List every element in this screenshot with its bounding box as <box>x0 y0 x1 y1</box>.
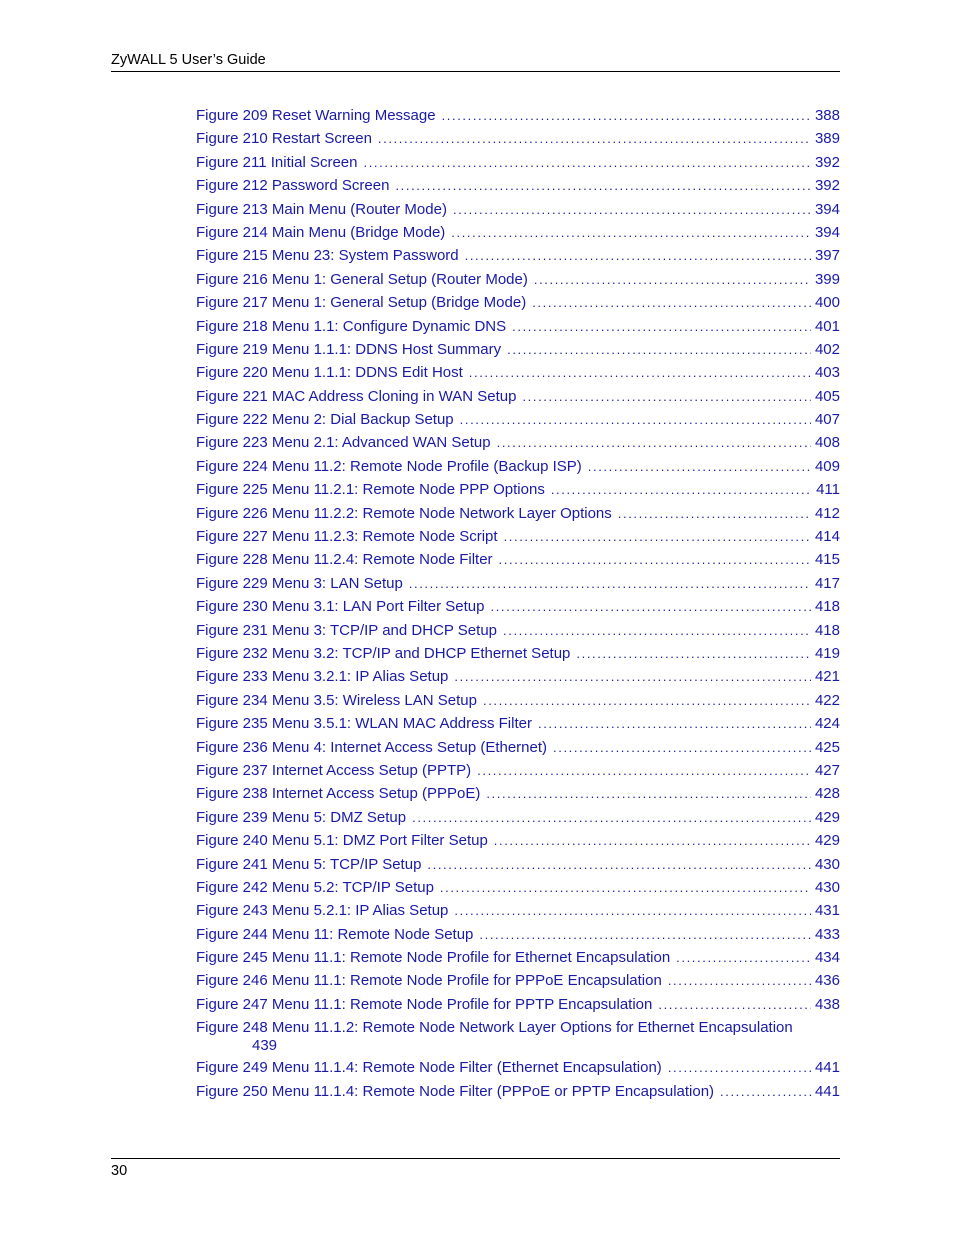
toc-row <box>196 809 840 832</box>
toc-row <box>196 996 840 1019</box>
toc-entry-page: 433 <box>814 925 840 943</box>
toc-row <box>196 645 840 668</box>
toc-entry-page: 399 <box>814 270 840 288</box>
toc-entry-link[interactable] <box>196 809 840 832</box>
dot-leader <box>618 505 811 523</box>
dot-leader <box>522 388 811 406</box>
dot-leader <box>490 598 810 616</box>
toc-row <box>196 107 840 130</box>
toc-entry-link[interactable] <box>196 481 840 504</box>
toc-entry-label: Figure 239 Menu 5: DMZ Setup <box>196 808 407 826</box>
toc-entry-label: Figure 247 Menu 11.1: Remote Node Profile for PPTP Encapsulation <box>196 995 653 1013</box>
dot-leader <box>576 645 811 663</box>
toc-row <box>196 1083 840 1106</box>
toc-entry-label: Figure 215 Menu 23: System Password <box>196 247 459 265</box>
toc-entry-label: Figure 232 Menu 3.2: TCP/IP and DHCP Ethernet Setup <box>196 644 571 662</box>
toc-entry-link[interactable] <box>196 411 840 434</box>
toc-row <box>196 715 840 738</box>
dot-leader <box>442 107 811 125</box>
toc-entry-page: 439 <box>252 1037 278 1055</box>
toc-entry-link[interactable] <box>196 926 840 949</box>
dot-leader <box>553 739 811 757</box>
toc-entry-link[interactable] <box>196 972 840 995</box>
toc-entry-link[interactable] <box>196 271 840 294</box>
dot-leader <box>532 294 811 312</box>
toc-entry-page: 407 <box>814 411 840 429</box>
toc-row <box>196 832 840 855</box>
document-title: ZyWALL 5 User’s Guide <box>111 52 266 68</box>
toc-row <box>196 739 840 762</box>
toc-row <box>196 481 840 504</box>
toc-entry-page: 438 <box>814 995 840 1013</box>
dot-leader <box>588 458 811 476</box>
toc-entry-link[interactable] <box>196 856 840 879</box>
toc-entry-label: Figure 235 Menu 3.5.1: WLAN MAC Address Filter <box>196 715 532 733</box>
dot-leader <box>486 785 811 803</box>
toc-entry-page: 419 <box>814 644 840 662</box>
toc-entry-link[interactable] <box>196 458 840 481</box>
toc-entry-page: 418 <box>814 621 840 639</box>
toc-entry-link[interactable] <box>196 294 840 317</box>
toc-entry-page: 425 <box>814 738 840 756</box>
toc-entry-link[interactable] <box>196 692 840 715</box>
toc-row <box>196 762 840 785</box>
list-of-figures <box>196 107 840 1106</box>
toc-entry-page: 429 <box>814 808 840 826</box>
toc-entry-page: 392 <box>814 177 840 195</box>
dot-leader <box>497 434 811 452</box>
dot-leader <box>363 154 810 172</box>
toc-row <box>196 551 840 574</box>
toc-entry-label: Figure 241 Menu 5: TCP/IP Setup <box>196 855 422 873</box>
dot-leader <box>395 177 811 195</box>
toc-row <box>196 411 840 434</box>
dot-leader <box>512 318 811 336</box>
toc-entry-link[interactable] <box>196 107 840 130</box>
toc-entry-link[interactable] <box>196 902 840 925</box>
toc-entry-page: 394 <box>814 200 840 218</box>
dot-leader <box>453 201 811 219</box>
toc-entry-link[interactable] <box>196 318 840 341</box>
toc-entry-label: Figure 223 Menu 2.1: Advanced WAN Setup <box>196 434 491 452</box>
toc-entry-label: Figure 230 Menu 3.1: LAN Port Filter Setup <box>196 598 485 616</box>
dot-leader <box>668 972 811 990</box>
dot-leader <box>676 949 811 967</box>
toc-entry-link[interactable] <box>196 341 840 364</box>
toc-entry-page: 408 <box>814 434 840 452</box>
toc-row <box>196 294 840 317</box>
toc-entry-label: Figure 236 Menu 4: Internet Access Setup (Ethernet) <box>196 738 548 756</box>
toc-row <box>196 130 840 153</box>
toc-entry-page: 427 <box>814 761 840 779</box>
toc-entry-link[interactable] <box>196 762 840 785</box>
dot-leader <box>454 902 811 920</box>
toc-entry-link[interactable] <box>196 434 840 457</box>
toc-entry-page: 429 <box>814 832 840 850</box>
toc-row <box>196 902 840 925</box>
dot-leader <box>658 996 811 1014</box>
toc-entry-link[interactable] <box>196 879 840 902</box>
toc-entry-label: Figure 242 Menu 5.2: TCP/IP Setup <box>196 878 434 896</box>
dot-leader <box>479 926 811 944</box>
dot-leader <box>483 692 811 710</box>
toc-row <box>196 224 840 247</box>
toc-entry-link[interactable] <box>196 575 840 598</box>
toc-entry-label: Figure 250 Menu 11.1.4: Remote Node Filter (PPPoE or PPTP Encapsulation) <box>196 1082 715 1100</box>
toc-entry-page: 415 <box>814 551 840 569</box>
toc-entry-label: Figure 226 Menu 11.2.2: Remote Node Network Layer Options <box>196 504 612 522</box>
toc-entry-link[interactable] <box>196 224 840 247</box>
toc-entry-page: 403 <box>814 364 840 382</box>
toc-entry-label: Figure 218 Menu 1.1: Configure Dynamic DNS <box>196 317 507 335</box>
page-number: 30 <box>111 1163 128 1179</box>
toc-entry-label: Figure 222 Menu 2: Dial Backup Setup <box>196 411 454 429</box>
toc-entry-page: 405 <box>814 387 840 405</box>
dot-leader <box>469 364 811 382</box>
toc-entry-label: Figure 224 Menu 11.2: Remote Node Profile (Backup ISP) <box>196 457 582 475</box>
toc-row <box>196 247 840 270</box>
dot-leader <box>454 668 811 686</box>
toc-entry-page: 418 <box>814 598 840 616</box>
toc-entry-link[interactable] <box>196 645 840 668</box>
toc-entry-page: 388 <box>814 107 840 124</box>
toc-row <box>196 1059 840 1082</box>
toc-entry-link[interactable] <box>196 668 840 691</box>
toc-entry-link[interactable] <box>196 739 840 762</box>
toc-row <box>196 949 840 972</box>
toc-entry-label: Figure 228 Menu 11.2.4: Remote Node Filter <box>196 551 493 569</box>
dot-leader <box>409 575 811 593</box>
toc-entry-label: Figure 220 Menu 1.1.1: DDNS Edit Host <box>196 364 463 382</box>
toc-entry-label: Figure 240 Menu 5.1: DMZ Port Filter Setup <box>196 832 488 850</box>
toc-row <box>196 692 840 715</box>
toc-entry-page: 400 <box>814 294 840 312</box>
toc-entry-link[interactable] <box>196 177 840 200</box>
toc-entry-link[interactable] <box>196 247 840 270</box>
toc-entry-link[interactable] <box>196 785 840 808</box>
toc-row <box>196 201 840 224</box>
toc-entry-page: 402 <box>814 340 840 358</box>
toc-entry-page: 389 <box>814 130 840 148</box>
dot-leader <box>720 1083 811 1101</box>
dot-leader <box>477 762 811 780</box>
toc-entry-page: 411 <box>816 481 840 499</box>
toc-entry-label: Figure 229 Menu 3: LAN Setup <box>196 574 403 592</box>
toc-entry-page: 414 <box>814 528 840 546</box>
toc-entry-label: Figure 213 Main Menu (Router Mode) <box>196 200 447 218</box>
dot-leader <box>538 715 811 733</box>
toc-entry-label: Figure 231 Menu 3: TCP/IP and DHCP Setup <box>196 621 498 639</box>
toc-row <box>196 434 840 457</box>
toc-row <box>196 505 840 528</box>
dot-leader <box>503 622 811 640</box>
toc-row <box>196 598 840 621</box>
toc-entry-page: 392 <box>814 153 840 171</box>
toc-entry-link[interactable] <box>196 1019 840 1055</box>
toc-entry-page: 441 <box>814 1059 840 1077</box>
toc-entry-label: Figure 219 Menu 1.1.1: DDNS Host Summary <box>196 340 502 358</box>
toc-entry-link[interactable] <box>196 1083 840 1106</box>
toc-entry-page: 394 <box>814 223 840 241</box>
toc-entry-label: Figure 212 Password Screen <box>196 177 390 195</box>
toc-row <box>196 341 840 364</box>
dot-leader <box>378 130 811 148</box>
toc-row <box>196 668 840 691</box>
toc-row <box>196 528 840 551</box>
toc-entry-label: Figure 244 Menu 11: Remote Node Setup <box>196 925 474 943</box>
toc-row <box>196 364 840 387</box>
dot-leader <box>460 411 811 429</box>
toc-entry-label: Figure 248 Menu 11.1.2: Remote Node Network Layer Options for Ethernet Encapsulation <box>196 1019 793 1037</box>
toc-row <box>196 879 840 902</box>
toc-entry-link[interactable] <box>196 528 840 551</box>
toc-row <box>196 318 840 341</box>
toc-row <box>196 575 840 598</box>
toc-entry-page: 436 <box>814 972 840 990</box>
running-header <box>111 51 840 72</box>
toc-entry-label: Figure 238 Internet Access Setup (PPPoE) <box>196 785 481 803</box>
toc-entry-page: 430 <box>814 878 840 896</box>
toc-entry-label: Figure 243 Menu 5.2.1: IP Alias Setup <box>196 902 449 920</box>
toc-entry-label: Figure 246 Menu 11.1: Remote Node Profile for PPPoE Encapsulation <box>196 972 662 990</box>
toc-entry-page: 401 <box>814 317 840 335</box>
toc-entry-link[interactable] <box>196 364 840 387</box>
toc-row <box>196 458 840 481</box>
toc-entry-link[interactable] <box>196 949 840 972</box>
toc-row <box>196 154 840 177</box>
dot-leader <box>412 809 811 827</box>
toc-row <box>196 177 840 200</box>
toc-row <box>196 972 840 995</box>
toc-entry-link[interactable] <box>196 1059 840 1082</box>
toc-entry-page: 441 <box>814 1082 840 1100</box>
toc-entry-link[interactable] <box>196 388 840 411</box>
toc-entry-link[interactable] <box>196 832 840 855</box>
running-footer <box>111 1158 840 1179</box>
toc-entry-page: 409 <box>814 457 840 475</box>
toc-entry-page: 397 <box>814 247 840 265</box>
toc-entry-link[interactable] <box>196 622 840 645</box>
toc-entry-link[interactable] <box>196 154 840 177</box>
toc-entry-label: Figure 217 Menu 1: General Setup (Bridge Mode) <box>196 294 527 312</box>
toc-entry-page: 422 <box>814 691 840 709</box>
toc-entry-link[interactable] <box>196 201 840 224</box>
toc-entry-link[interactable] <box>196 715 840 738</box>
toc-row <box>196 388 840 411</box>
toc-entry-page: 428 <box>814 785 840 803</box>
toc-entry-label: Figure 214 Main Menu (Bridge Mode) <box>196 223 446 241</box>
toc-entry-label: Figure 237 Internet Access Setup (PPTP) <box>196 761 472 779</box>
dot-leader <box>551 481 812 499</box>
dot-leader <box>451 224 811 242</box>
toc-row <box>196 926 840 949</box>
toc-entry-label: Figure 233 Menu 3.2.1: IP Alias Setup <box>196 668 449 686</box>
dot-leader <box>440 879 811 897</box>
toc-row <box>196 271 840 294</box>
toc-entry-page: 412 <box>814 504 840 522</box>
toc-entry-page: 430 <box>814 855 840 873</box>
toc-row <box>196 622 840 645</box>
dot-leader <box>499 551 811 569</box>
toc-row <box>196 1019 840 1055</box>
dot-leader <box>465 247 811 265</box>
toc-entry-label: Figure 234 Menu 3.5: Wireless LAN Setup <box>196 691 477 709</box>
toc-row <box>196 785 840 808</box>
toc-entry-label: Figure 225 Menu 11.2.1: Remote Node PPP Options <box>196 481 545 499</box>
dot-leader <box>504 528 811 546</box>
dot-leader <box>534 271 811 289</box>
dot-leader <box>494 832 811 850</box>
toc-entry-page: 421 <box>814 668 840 686</box>
dot-leader <box>427 856 811 874</box>
toc-entry-link[interactable] <box>196 996 840 1019</box>
toc-entry-label: Figure 216 Menu 1: General Setup (Router Mode) <box>196 270 528 288</box>
toc-row <box>196 856 840 879</box>
toc-entry-label: Figure 227 Menu 11.2.3: Remote Node Script <box>196 528 498 546</box>
toc-entry-label: Figure 209 Reset Warning Message <box>196 107 436 124</box>
toc-entry-link[interactable] <box>196 505 840 528</box>
toc-entry-page: 434 <box>814 949 840 967</box>
toc-entry-label: Figure 221 MAC Address Cloning in WAN Setup <box>196 387 517 405</box>
toc-entry-label: Figure 211 Initial Screen <box>196 153 358 171</box>
toc-entry-label: Figure 249 Menu 11.1.4: Remote Node Filter (Ethernet Encapsulation) <box>196 1059 662 1077</box>
toc-entry-label: Figure 245 Menu 11.1: Remote Node Profile for Ethernet Encapsulation <box>196 949 671 967</box>
toc-entry-link[interactable] <box>196 551 840 574</box>
dot-leader <box>507 341 811 359</box>
toc-entry-link[interactable] <box>196 598 840 621</box>
toc-entry-page: 417 <box>814 574 840 592</box>
toc-entry-page: 424 <box>814 715 840 733</box>
dot-leader <box>668 1059 811 1077</box>
toc-entry-label: Figure 210 Restart Screen <box>196 130 372 148</box>
toc-entry-page: 431 <box>814 902 840 920</box>
toc-entry-link[interactable] <box>196 130 840 153</box>
